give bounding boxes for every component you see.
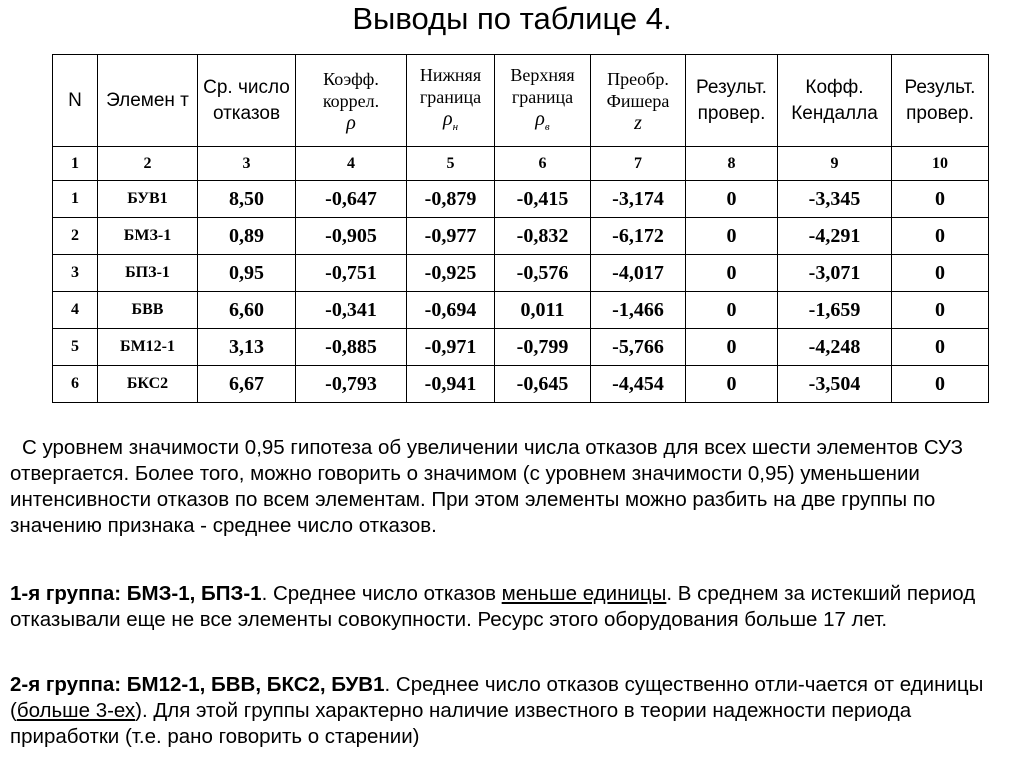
group-2-text-a: . Среднее число отказов существенно отли-чается от единицы (: [10, 673, 984, 722]
element-name-cell: БКС2: [98, 366, 198, 403]
fisher-z-cell: -4,454: [591, 366, 686, 403]
fisher-z-cell: -3,174: [591, 181, 686, 218]
upper-bound-cell: 0,011: [495, 292, 591, 329]
kendall-coef-cell: -3,345: [778, 181, 892, 218]
row-index-cell: 1: [53, 181, 98, 218]
correlation-cell: -0,751: [296, 255, 407, 292]
upper-bound-cell: -0,415: [495, 181, 591, 218]
z-symbol: z: [634, 111, 642, 134]
header-element: Элемен т: [98, 55, 198, 147]
correlation-cell: -0,793: [296, 366, 407, 403]
kendall-coef-cell: -3,071: [778, 255, 892, 292]
result-check-2-cell: 0: [892, 181, 989, 218]
conclusion-text: С уровнем значимости 0,95 гипотеза об увеличении числа отказов для всех шести элементов СУЗ отвергается. Более того, можно говорить о значимом (с уровнем значимости 0,95) уменьшении интенсивности отказов по всем элементам. При этом элементы можно разбить на две группы по значению признака - среднее число отказов.: [10, 436, 963, 537]
avg-failures-cell: 0,89: [198, 218, 296, 255]
column-number: 1: [53, 147, 98, 181]
result-check-2-cell: 0: [892, 255, 989, 292]
rho-upper-symbol: $\rho_в$: [535, 107, 550, 133]
page-title: Выводы по таблице 4.: [352, 1, 672, 36]
column-number: 10: [892, 147, 989, 181]
element-name-cell: БМ12-1: [98, 329, 198, 366]
upper-bound-cell: -0,799: [495, 329, 591, 366]
result-check-1-cell: 0: [686, 181, 778, 218]
correlation-cell: -0,341: [296, 292, 407, 329]
group-1-underlined: меньше единицы: [501, 582, 667, 605]
table-row: [53, 329, 989, 366]
rho-lower-symbol: $\rho_н$: [442, 107, 459, 133]
kendall-coef-cell: -1,659: [778, 292, 892, 329]
kendall-coef-cell: -4,248: [778, 329, 892, 366]
column-number: 7: [591, 147, 686, 181]
result-check-1-cell: 0: [686, 366, 778, 403]
header-kendall: Кофф. Кендалла: [778, 55, 892, 147]
header-lower-label: Нижняя граница: [419, 64, 482, 107]
lower-bound-cell: -0,971: [407, 329, 495, 366]
result-check-1-cell: 0: [686, 218, 778, 255]
header-avg-failures: Ср. число отказов: [198, 55, 296, 147]
kendall-coef-cell: -3,504: [778, 366, 892, 403]
result-check-2-cell: 0: [892, 292, 989, 329]
avg-failures-cell: 3,13: [198, 329, 296, 366]
column-number: 5: [407, 147, 495, 181]
column-number: 6: [495, 147, 591, 181]
header-correlation: [296, 55, 407, 147]
table-header-row: [53, 55, 989, 147]
fisher-z-cell: -6,172: [591, 218, 686, 255]
results-table: [52, 54, 989, 403]
correlation-cell: -0,647: [296, 181, 407, 218]
lower-bound-cell: -0,694: [407, 292, 495, 329]
result-check-1-cell: 0: [686, 329, 778, 366]
group-2-label: 2-я группа: БМ12-1, БВВ, БКС2, БУВ1: [10, 673, 385, 696]
table-row: [53, 255, 989, 292]
column-number: 2: [98, 147, 198, 181]
group-1-paragraph: [10, 581, 1015, 633]
result-check-2-cell: 0: [892, 218, 989, 255]
group-2-paragraph: [10, 672, 1015, 750]
group-1-label: 1-я группа: БМЗ-1, БПЗ-1: [10, 582, 262, 605]
avg-failures-cell: 8,50: [198, 181, 296, 218]
header-fisher: [591, 55, 686, 147]
column-number: 4: [296, 147, 407, 181]
header-upper-bound: [495, 55, 591, 147]
row-index-cell: 5: [53, 329, 98, 366]
table-row: [53, 181, 989, 218]
element-name-cell: БПЗ-1: [98, 255, 198, 292]
lower-bound-cell: -0,941: [407, 366, 495, 403]
row-index-cell: 3: [53, 255, 98, 292]
result-check-1-cell: 0: [686, 292, 778, 329]
header-correlation-label: Коэфф. коррел.: [322, 68, 380, 111]
header-result-1: Результ. провер.: [686, 55, 778, 147]
element-name-cell: БУВ1: [98, 181, 198, 218]
upper-bound-cell: -0,576: [495, 255, 591, 292]
table-row: [53, 366, 989, 403]
upper-bound-cell: -0,645: [495, 366, 591, 403]
column-number-row: [53, 147, 989, 181]
row-index-cell: 2: [53, 218, 98, 255]
group-1-text-b: . В среднем за истекший период отказывали еще не все элементы совокупности. Ресурс этого оборудования больше 17 лет.: [10, 582, 976, 631]
group-2-text-b: ). Для этой группы характерно наличие известного в теории надежности периода приработки (т.е. рано говорить о старении): [10, 699, 912, 748]
fisher-z-cell: -1,466: [591, 292, 686, 329]
rho-symbol: ρ: [346, 111, 356, 134]
result-check-2-cell: 0: [892, 366, 989, 403]
avg-failures-cell: 6,60: [198, 292, 296, 329]
result-check-2-cell: 0: [892, 329, 989, 366]
row-index-cell: 4: [53, 292, 98, 329]
header-result-2: Результ. провер.: [892, 55, 989, 147]
row-index-cell: 6: [53, 366, 98, 403]
avg-failures-cell: 0,95: [198, 255, 296, 292]
lower-bound-cell: -0,925: [407, 255, 495, 292]
correlation-cell: -0,905: [296, 218, 407, 255]
element-name-cell: БВВ: [98, 292, 198, 329]
table-row: [53, 292, 989, 329]
upper-bound-cell: -0,832: [495, 218, 591, 255]
group-2-underlined: больше 3-ех: [16, 699, 136, 722]
correlation-cell: -0,885: [296, 329, 407, 366]
fisher-z-cell: -4,017: [591, 255, 686, 292]
lower-bound-cell: -0,879: [407, 181, 495, 218]
column-number: 9: [778, 147, 892, 181]
header-lower-bound: [407, 55, 495, 147]
header-fisher-label: Преобр. Фишера: [606, 68, 670, 111]
column-number: 3: [198, 147, 296, 181]
header-n: N: [53, 55, 98, 147]
header-upper-label: Верхняя граница: [510, 64, 575, 107]
column-number: 8: [686, 147, 778, 181]
table-row: [53, 218, 989, 255]
fisher-z-cell: -5,766: [591, 329, 686, 366]
group-1-text-a: . Среднее число отказов: [261, 582, 502, 605]
avg-failures-cell: 6,67: [198, 366, 296, 403]
conclusion-paragraph: [10, 435, 1015, 539]
kendall-coef-cell: -4,291: [778, 218, 892, 255]
result-check-1-cell: 0: [686, 255, 778, 292]
lower-bound-cell: -0,977: [407, 218, 495, 255]
element-name-cell: БМЗ-1: [98, 218, 198, 255]
